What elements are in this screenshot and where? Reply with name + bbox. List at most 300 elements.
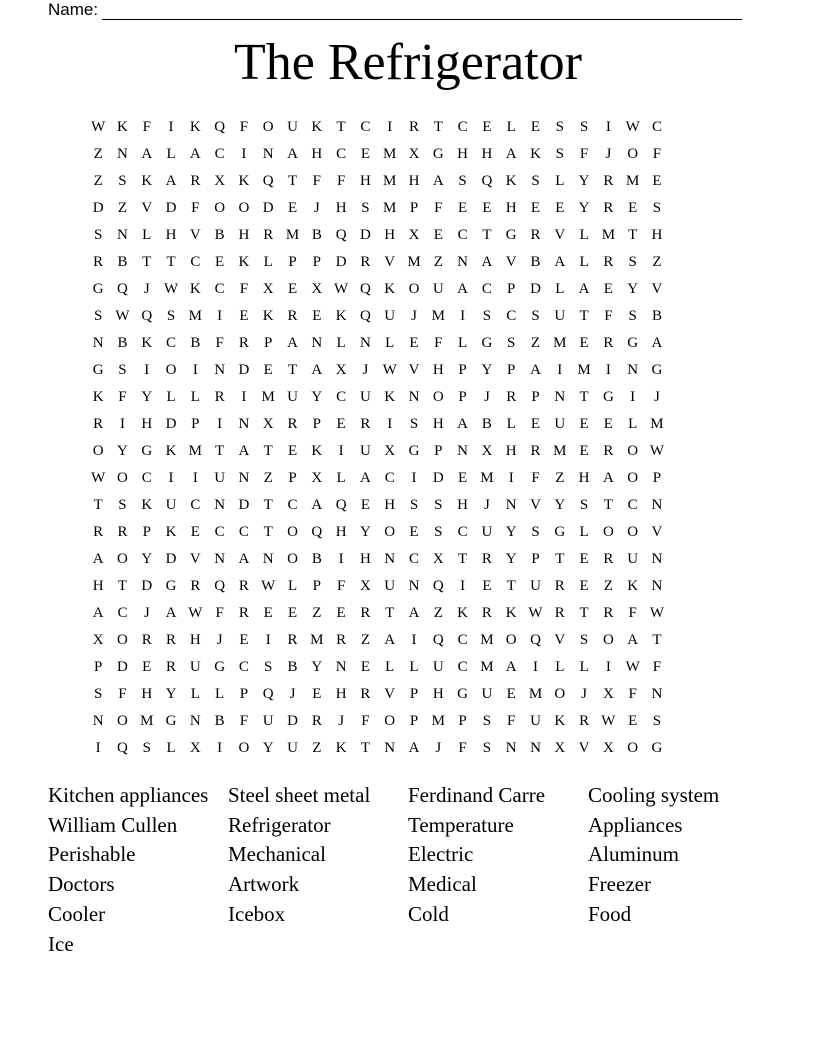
grid-letter: S xyxy=(434,524,443,540)
grid-letter: E xyxy=(263,605,273,621)
grid-letter: K xyxy=(384,389,396,405)
grid-letter: N xyxy=(359,335,371,351)
grid-letter: E xyxy=(215,254,225,270)
grid-letter: S xyxy=(93,686,103,702)
grid-letter: T xyxy=(215,443,225,459)
grid-letter: E xyxy=(530,416,541,432)
grid-letter: C xyxy=(141,470,152,486)
grid-letter: A xyxy=(92,605,104,621)
grid-letter: T xyxy=(506,578,516,594)
grid-letter: M xyxy=(480,632,494,648)
grid-letter: I xyxy=(605,362,611,378)
grid-letter: L xyxy=(385,335,395,351)
grid-letter: R xyxy=(530,443,541,459)
grid-row xyxy=(86,222,669,249)
grid-letter: K xyxy=(505,173,517,189)
grid-letter: W xyxy=(334,281,349,297)
grid-letter: L xyxy=(579,524,589,540)
grid-letter: Z xyxy=(117,200,128,216)
word-list-item: Cooling system xyxy=(588,783,720,807)
grid-letter: J xyxy=(654,389,660,405)
grid-letter: T xyxy=(166,254,176,270)
grid-letter: L xyxy=(458,335,468,351)
grid-letter: T xyxy=(603,497,613,513)
grid-letter: N xyxy=(214,362,226,378)
letter-grid xyxy=(86,114,669,762)
grid-letter: R xyxy=(238,605,249,621)
grid-letter: K xyxy=(335,308,347,324)
grid-letter: P xyxy=(409,686,419,702)
grid-letter: C xyxy=(457,524,468,540)
grid-letter: D xyxy=(238,362,250,378)
grid-row xyxy=(86,114,669,141)
grid-letter: P xyxy=(458,362,467,378)
grid-letter: F xyxy=(628,686,637,702)
grid-letter: O xyxy=(602,632,614,648)
grid-letter: S xyxy=(142,740,151,756)
grid-letter: I xyxy=(119,416,125,432)
grid-letter: V xyxy=(384,686,396,702)
grid-letter: I xyxy=(460,308,466,324)
grid-letter: N xyxy=(554,389,566,405)
grid-letter: P xyxy=(93,659,103,675)
grid-letter: K xyxy=(530,146,541,162)
grid-letter: U xyxy=(554,308,566,324)
grid-row xyxy=(86,141,669,168)
grid-letter: E xyxy=(360,497,370,513)
grid-letter: L xyxy=(409,659,419,675)
grid-letter: E xyxy=(555,200,565,216)
grid-letter: T xyxy=(555,551,565,567)
grid-letter: D xyxy=(165,551,177,567)
grid-letter: H xyxy=(651,227,663,243)
grid-letter: R xyxy=(603,173,614,189)
grid-letter: G xyxy=(432,146,444,162)
grid-letter: Q xyxy=(432,632,444,648)
grid-letter: H xyxy=(238,227,250,243)
grid-letter: H xyxy=(165,227,177,243)
grid-letter: K xyxy=(238,173,250,189)
grid-letter: L xyxy=(579,227,589,243)
grid-letter: U xyxy=(530,578,541,594)
grid-letter: Y xyxy=(141,389,153,405)
grid-letter: A xyxy=(165,605,177,621)
grid-letter: L xyxy=(215,686,225,702)
grid-letter: E xyxy=(409,524,419,540)
grid-letter: P xyxy=(264,335,273,351)
grid-row xyxy=(86,276,669,303)
grid-letter: L xyxy=(555,281,565,297)
grid-letter: U xyxy=(481,686,493,702)
grid-letter: V xyxy=(408,362,420,378)
grid-letter: O xyxy=(384,524,396,540)
grid-letter: V xyxy=(578,740,590,756)
grid-letter: P xyxy=(142,524,151,540)
grid-row xyxy=(86,195,669,222)
grid-letter: R xyxy=(603,443,614,459)
grid-letter: O xyxy=(238,740,250,756)
grid-letter: T xyxy=(287,362,298,378)
grid-letter: U xyxy=(165,497,177,513)
grid-letter: C xyxy=(627,497,638,513)
grid-letter: I xyxy=(241,146,247,162)
grid-letter: A xyxy=(189,146,201,162)
grid-letter: A xyxy=(457,416,469,432)
word-list-item: Temperature xyxy=(408,812,514,837)
grid-letter: M xyxy=(261,389,275,405)
grid-letter: T xyxy=(117,578,128,594)
word-list-item: Perishable xyxy=(48,842,136,867)
grid-letter: I xyxy=(168,470,174,486)
grid-letter: D xyxy=(287,713,298,729)
grid-row xyxy=(86,627,669,654)
grid-letter: S xyxy=(361,200,370,216)
grid-letter: M xyxy=(650,416,664,432)
grid-letter: E xyxy=(287,200,298,216)
grid-letter: V xyxy=(554,227,566,243)
grid-row xyxy=(86,573,669,600)
grid-letter: N xyxy=(214,551,226,567)
grid-letter: O xyxy=(117,713,128,729)
grid-letter: Y xyxy=(141,551,153,567)
grid-letter: P xyxy=(507,362,516,378)
grid-letter: U xyxy=(384,578,396,594)
grid-letter: N xyxy=(189,713,201,729)
grid-letter: H xyxy=(311,146,323,162)
grid-letter: B xyxy=(117,335,128,351)
grid-letter: D xyxy=(335,254,347,270)
grid-letter: M xyxy=(626,173,640,189)
grid-letter: B xyxy=(311,551,322,567)
grid-letter: S xyxy=(652,200,662,216)
grid-letter: M xyxy=(188,308,202,324)
grid-letter: R xyxy=(190,578,201,594)
grid-letter: R xyxy=(238,335,249,351)
grid-letter: F xyxy=(215,605,224,621)
grid-letter: I xyxy=(241,389,247,405)
grid-letter: R xyxy=(287,416,298,432)
grid-row xyxy=(86,492,669,519)
grid-letter: W xyxy=(601,713,616,729)
grid-letter: E xyxy=(652,173,662,189)
grid-letter: A xyxy=(165,173,177,189)
grid-letter: A xyxy=(578,281,590,297)
grid-letter: S xyxy=(652,713,662,729)
grid-letter: N xyxy=(384,551,396,567)
grid-letter: E xyxy=(530,200,541,216)
grid-letter: W xyxy=(188,605,203,621)
grid-letter: R xyxy=(336,632,347,648)
grid-letter: V xyxy=(189,227,201,243)
grid-letter: L xyxy=(506,119,516,135)
grid-letter: H xyxy=(141,416,153,432)
grid-letter: F xyxy=(118,686,127,702)
grid-letter: Q xyxy=(214,578,226,594)
grid-letter: I xyxy=(338,551,344,567)
grid-letter: P xyxy=(409,713,419,729)
grid-letter: D xyxy=(92,200,104,216)
grid-letter: F xyxy=(652,146,662,162)
grid-letter: K xyxy=(384,281,396,297)
grid-letter: G xyxy=(457,686,469,702)
grid-letter: S xyxy=(531,173,540,189)
grid-letter: M xyxy=(431,713,445,729)
grid-letter: F xyxy=(628,605,637,621)
grid-letter: U xyxy=(384,308,396,324)
grid-letter: C xyxy=(506,308,517,324)
grid-letter: G xyxy=(165,578,177,594)
grid-letter: G xyxy=(481,335,493,351)
grid-letter: H xyxy=(432,416,444,432)
grid-letter: C xyxy=(360,119,371,135)
grid-letter: W xyxy=(261,578,276,594)
grid-letter: N xyxy=(651,551,663,567)
grid-letter: H xyxy=(335,524,347,540)
grid-letter: S xyxy=(579,119,589,135)
grid-letter: O xyxy=(408,281,420,297)
grid-letter: C xyxy=(214,524,225,540)
grid-letter: I xyxy=(605,659,611,675)
grid-letter: L xyxy=(385,659,395,675)
grid-letter: E xyxy=(482,119,492,135)
grid-letter: R xyxy=(579,713,590,729)
grid-letter: W xyxy=(625,659,640,675)
grid-letter: O xyxy=(117,632,128,648)
grid-letter: X xyxy=(214,173,226,189)
grid-letter: Z xyxy=(93,146,103,162)
grid-letter: C xyxy=(457,119,468,135)
grid-letter: T xyxy=(433,119,443,135)
grid-letter: T xyxy=(336,119,346,135)
grid-letter: C xyxy=(238,659,249,675)
grid-letter: Q xyxy=(432,578,444,594)
grid-letter: H xyxy=(432,686,444,702)
grid-letter: R xyxy=(287,632,298,648)
grid-row xyxy=(86,249,669,276)
grid-letter: V xyxy=(651,281,663,297)
grid-letter: A xyxy=(554,254,566,270)
grid-letter: T xyxy=(385,605,395,621)
grid-letter: W xyxy=(649,443,665,459)
grid-letter: N xyxy=(457,443,469,459)
grid-letter: R xyxy=(554,605,565,621)
grid-letter: Y xyxy=(505,551,517,567)
grid-letter: T xyxy=(360,740,370,756)
grid-letter: R xyxy=(554,578,565,594)
grid-letter: F xyxy=(239,119,249,135)
grid-letter: R xyxy=(190,173,201,189)
grid-letter: X xyxy=(262,416,274,432)
grid-letter: N xyxy=(651,578,663,594)
grid-letter: L xyxy=(287,578,298,594)
grid-letter: R xyxy=(166,632,177,648)
grid-letter: J xyxy=(313,200,320,216)
grid-letter: F xyxy=(458,740,467,756)
grid-letter: F xyxy=(531,470,540,486)
grid-letter: R xyxy=(141,632,152,648)
grid-letter: R xyxy=(409,119,420,135)
grid-letter: U xyxy=(481,524,493,540)
grid-letter: I xyxy=(95,740,101,756)
grid-letter: U xyxy=(432,281,444,297)
grid-letter: J xyxy=(411,308,417,324)
grid-letter: H xyxy=(457,146,469,162)
grid-letter: X xyxy=(92,632,104,648)
grid-letter: Y xyxy=(117,443,128,459)
grid-letter: J xyxy=(605,146,612,162)
grid-letter: C xyxy=(336,146,347,162)
grid-letter: R xyxy=(93,416,104,432)
grid-letter: C xyxy=(238,524,249,540)
grid-letter: M xyxy=(383,200,397,216)
grid-letter: N xyxy=(505,740,517,756)
grid-letter: C xyxy=(457,227,468,243)
grid-letter: C xyxy=(190,497,201,513)
grid-letter: U xyxy=(432,659,444,675)
grid-letter: E xyxy=(579,551,589,567)
grid-letter: K xyxy=(165,524,177,540)
grid-letter: C xyxy=(336,389,347,405)
grid-letter: G xyxy=(651,362,663,378)
grid-letter: N xyxy=(92,335,104,351)
grid-letter: A xyxy=(408,605,420,621)
grid-letter: L xyxy=(336,335,346,351)
grid-letter: H xyxy=(408,173,420,189)
grid-letter: V xyxy=(141,200,153,216)
grid-letter: F xyxy=(579,146,589,162)
grid-letter: B xyxy=(214,713,225,729)
grid-letter: K xyxy=(554,713,566,729)
grid-row xyxy=(86,438,669,465)
grid-letter: R xyxy=(360,686,371,702)
grid-letter: P xyxy=(531,551,540,567)
grid-letter: S xyxy=(409,416,419,432)
grid-letter: X xyxy=(481,443,493,459)
grid-letter: N xyxy=(651,497,663,513)
word-list-item: Electric xyxy=(408,842,474,867)
grid-letter: R xyxy=(117,524,128,540)
grid-letter: N xyxy=(505,497,517,513)
grid-letter: T xyxy=(263,497,273,513)
grid-letter: O xyxy=(287,524,298,540)
grid-letter: Y xyxy=(481,362,493,378)
grid-letter: Y xyxy=(311,659,323,675)
grid-letter: L xyxy=(166,146,176,162)
grid-letter: Z xyxy=(603,578,613,594)
grid-letter: O xyxy=(627,740,639,756)
grid-letter: M xyxy=(310,632,324,648)
grid-letter: B xyxy=(311,227,322,243)
grid-letter: O xyxy=(627,443,639,459)
grid-letter: S xyxy=(579,632,589,648)
grid-letter: P xyxy=(434,443,443,459)
grid-row xyxy=(86,681,669,708)
grid-letter: A xyxy=(359,470,371,486)
grid-letter: I xyxy=(460,578,466,594)
grid-letter: P xyxy=(191,416,200,432)
grid-letter: A xyxy=(505,659,517,675)
grid-letter: F xyxy=(191,200,200,216)
grid-row xyxy=(86,411,669,438)
grid-letter: R xyxy=(506,389,517,405)
grid-row xyxy=(86,546,669,573)
grid-letter: E xyxy=(142,659,152,675)
grid-letter: Y xyxy=(311,389,323,405)
grid-letter: J xyxy=(143,281,150,297)
grid-row xyxy=(86,708,669,735)
grid-letter: H xyxy=(384,497,396,513)
grid-letter: I xyxy=(217,416,223,432)
grid-letter: Q xyxy=(481,173,493,189)
grid-letter: S xyxy=(482,740,492,756)
grid-letter: T xyxy=(579,389,589,405)
grid-letter: C xyxy=(409,551,420,567)
grid-letter: Z xyxy=(312,740,322,756)
grid-letter: S xyxy=(166,308,176,324)
grid-letter: H xyxy=(141,686,153,702)
word-list-item: Mechanical xyxy=(228,842,326,867)
grid-letter: T xyxy=(287,173,298,189)
grid-letter: R xyxy=(603,200,614,216)
word-list-item: Appliances xyxy=(588,812,683,837)
grid-letter: J xyxy=(483,389,490,405)
grid-letter: V xyxy=(651,524,663,540)
word-list-item: Cooler xyxy=(48,901,106,926)
grid-letter: L xyxy=(506,416,516,432)
grid-letter: F xyxy=(507,713,516,729)
grid-letter: T xyxy=(628,227,638,243)
grid-letter: Q xyxy=(214,119,226,135)
grid-letter: T xyxy=(579,605,589,621)
grid-letter: H xyxy=(505,200,517,216)
grid-letter: C xyxy=(214,281,225,297)
grid-letter: J xyxy=(216,632,223,648)
grid-letter: N xyxy=(627,362,639,378)
grid-row xyxy=(86,303,669,330)
grid-letter: E xyxy=(628,200,638,216)
grid-letter: D xyxy=(165,200,177,216)
grid-letter: B xyxy=(117,254,128,270)
grid-letter: L xyxy=(166,389,176,405)
grid-letter: T xyxy=(482,227,492,243)
grid-letter: Q xyxy=(141,308,153,324)
grid-letter: T xyxy=(579,308,589,324)
grid-letter: J xyxy=(362,362,369,378)
grid-letter: M xyxy=(528,686,543,702)
grid-letter: X xyxy=(359,578,371,594)
grid-letter: N xyxy=(530,740,541,756)
word-list-item: Ferdinand Carre xyxy=(408,783,546,807)
grid-letter: Y xyxy=(578,200,590,216)
grid-letter: J xyxy=(581,686,587,702)
grid-letter: K xyxy=(92,389,104,405)
grid-letter: E xyxy=(603,416,613,432)
grid-letter: E xyxy=(530,119,541,135)
grid-row xyxy=(86,465,669,492)
grid-letter: O xyxy=(432,389,444,405)
grid-letter: Z xyxy=(433,605,443,621)
grid-letter: Z xyxy=(555,470,565,486)
grid-letter: E xyxy=(360,146,370,162)
grid-letter: D xyxy=(141,578,153,594)
grid-letter: U xyxy=(287,119,298,135)
grid-letter: S xyxy=(628,308,637,324)
grid-letter: M xyxy=(480,470,494,486)
grid-letter: P xyxy=(652,470,662,486)
grid-letter: M xyxy=(601,227,616,243)
grid-letter: G xyxy=(408,443,420,459)
grid-letter: P xyxy=(312,578,321,594)
